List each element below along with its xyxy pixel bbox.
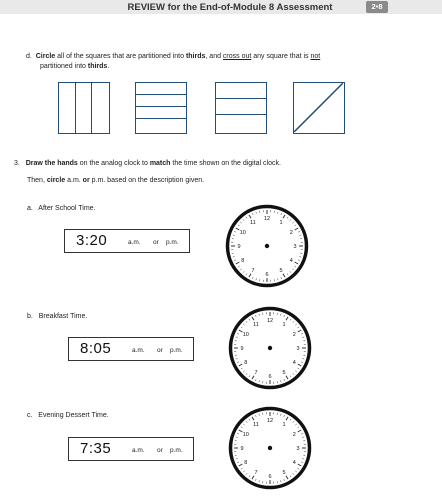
item-a-label (27, 204, 96, 213)
part-d-line-1 (26, 52, 320, 61)
clock-number: 12 (266, 418, 274, 424)
clock-center-dot (265, 244, 269, 248)
partition-line (216, 114, 266, 115)
clock-number: 6 (268, 374, 272, 380)
part-d-line2-text: partitioned into (40, 63, 88, 70)
square-horizontal-fourths[interactable] (135, 82, 187, 134)
thirds-word-2: thirds (87, 63, 108, 70)
clock-number: 3 (296, 446, 300, 452)
digital-clock-b (68, 337, 194, 361)
clock-number: 4 (292, 460, 296, 466)
clock-number: 8 (241, 258, 245, 264)
pm-option[interactable]: p.m. (170, 447, 183, 454)
clock-number: 2 (292, 432, 296, 438)
clock-number: 5 (279, 268, 283, 275)
q3-number: 3. (14, 160, 20, 167)
clock-number: 2 (289, 230, 293, 236)
clock-number: 7 (251, 268, 255, 275)
digital-time: 3:20 (76, 232, 108, 249)
partition-line (136, 94, 186, 95)
clock-number: 7 (254, 370, 258, 377)
pm-option[interactable]: p.m. (166, 239, 179, 246)
square-horizontal-thirds[interactable] (215, 82, 267, 134)
clock-number: 3 (296, 346, 300, 352)
clock-number: 11 (250, 219, 256, 226)
clock-number: 10 (242, 432, 249, 438)
partition-line (91, 83, 92, 133)
clock-number: 3 (293, 244, 297, 250)
clock-face (228, 406, 312, 490)
clock-number: 1 (282, 421, 286, 428)
digital-clock-c (68, 437, 194, 461)
partition-line (216, 98, 266, 99)
part-d-period: . (107, 63, 110, 70)
clock-number: 7 (254, 470, 258, 477)
clock-center-dot (268, 446, 272, 450)
clock-number: 11 (253, 321, 259, 328)
clock-number: 4 (289, 258, 293, 264)
item-letter: b. (27, 313, 33, 320)
clock-number: 1 (279, 219, 283, 226)
part-d-letter: d. (26, 53, 32, 60)
q3-then-text: Then, (27, 177, 47, 184)
clock-number: 10 (242, 332, 249, 338)
part-d-text-2: , and (205, 53, 223, 60)
part-d-line-2 (40, 62, 109, 71)
cross-out-word: cross out (222, 53, 252, 60)
digital-time: 8:05 (80, 340, 112, 357)
item-b-label (27, 312, 87, 321)
item-label: Evening Dessert Time. (38, 412, 109, 419)
partition-line (136, 106, 186, 107)
analog-clock-c[interactable] (228, 406, 312, 490)
partition-line (75, 83, 76, 133)
clock-number: 4 (292, 360, 296, 366)
am-option[interactable]: a.m. (128, 239, 141, 246)
item-letter: a. (27, 205, 33, 212)
q3-text-1: on the analog clock to (77, 160, 150, 167)
clock-number: 12 (263, 216, 271, 222)
or-word: or (82, 177, 90, 184)
or-text: or (157, 347, 163, 354)
clock-number: 5 (282, 470, 286, 477)
q3-text-2: the time shown on the digital clock. (170, 160, 281, 167)
clock-number: 11 (253, 421, 259, 428)
page-header-title: REVIEW for the End-of-Module 8 Assessment (127, 2, 333, 13)
square-vertical-thirds[interactable] (58, 82, 110, 134)
circle-word: Circle (35, 53, 56, 60)
part-d-text-3: any square that is (251, 53, 311, 60)
clock-number: 9 (240, 446, 244, 452)
clock-center-dot (268, 346, 272, 350)
am-option[interactable]: a.m. (132, 447, 145, 454)
square-diagonal-halves[interactable] (293, 82, 345, 134)
or-text: or (157, 447, 163, 454)
q3-line-2 (27, 176, 204, 185)
q3-then-text-2: a.m. (65, 177, 83, 184)
clock-number: 2 (292, 332, 296, 338)
part-d-text-1: all of the squares that are partitioned into (55, 53, 186, 60)
clock-face (228, 306, 312, 390)
item-c-label (27, 411, 109, 420)
pm-option[interactable]: p.m. (170, 347, 183, 354)
match-word: match (149, 160, 171, 167)
clock-number: 9 (240, 346, 244, 352)
clock-number: 9 (237, 244, 241, 250)
partition-line (136, 118, 186, 119)
clock-number: 8 (244, 460, 248, 466)
digital-clock-a (64, 229, 190, 253)
clock-number: 6 (268, 474, 272, 480)
analog-clock-a[interactable] (225, 204, 309, 288)
analog-clock-b[interactable] (228, 306, 312, 390)
or-text: or (153, 239, 159, 246)
item-label: After School Time. (38, 205, 96, 212)
thirds-word: thirds (185, 53, 206, 60)
clock-number: 1 (282, 321, 286, 328)
clock-number: 12 (266, 318, 274, 324)
item-letter: c. (27, 412, 33, 419)
circle-word-2: circle (46, 177, 66, 184)
item-label: Breakfast Time. (38, 313, 88, 320)
module-badge: 2•8 (366, 1, 388, 13)
am-option[interactable]: a.m. (132, 347, 145, 354)
clock-face (225, 204, 309, 288)
diagonal-line (294, 83, 343, 132)
clock-number: 6 (265, 272, 269, 278)
clock-number: 10 (239, 230, 246, 236)
q3-line-1 (14, 159, 281, 168)
clock-number: 5 (282, 370, 286, 377)
clock-number: 8 (244, 360, 248, 366)
not-word: not (310, 53, 321, 60)
draw-hands-word: Draw the hands (25, 160, 78, 167)
digital-time: 7:35 (80, 440, 112, 457)
q3-then-text-3: p.m. based on the description given. (89, 177, 205, 184)
